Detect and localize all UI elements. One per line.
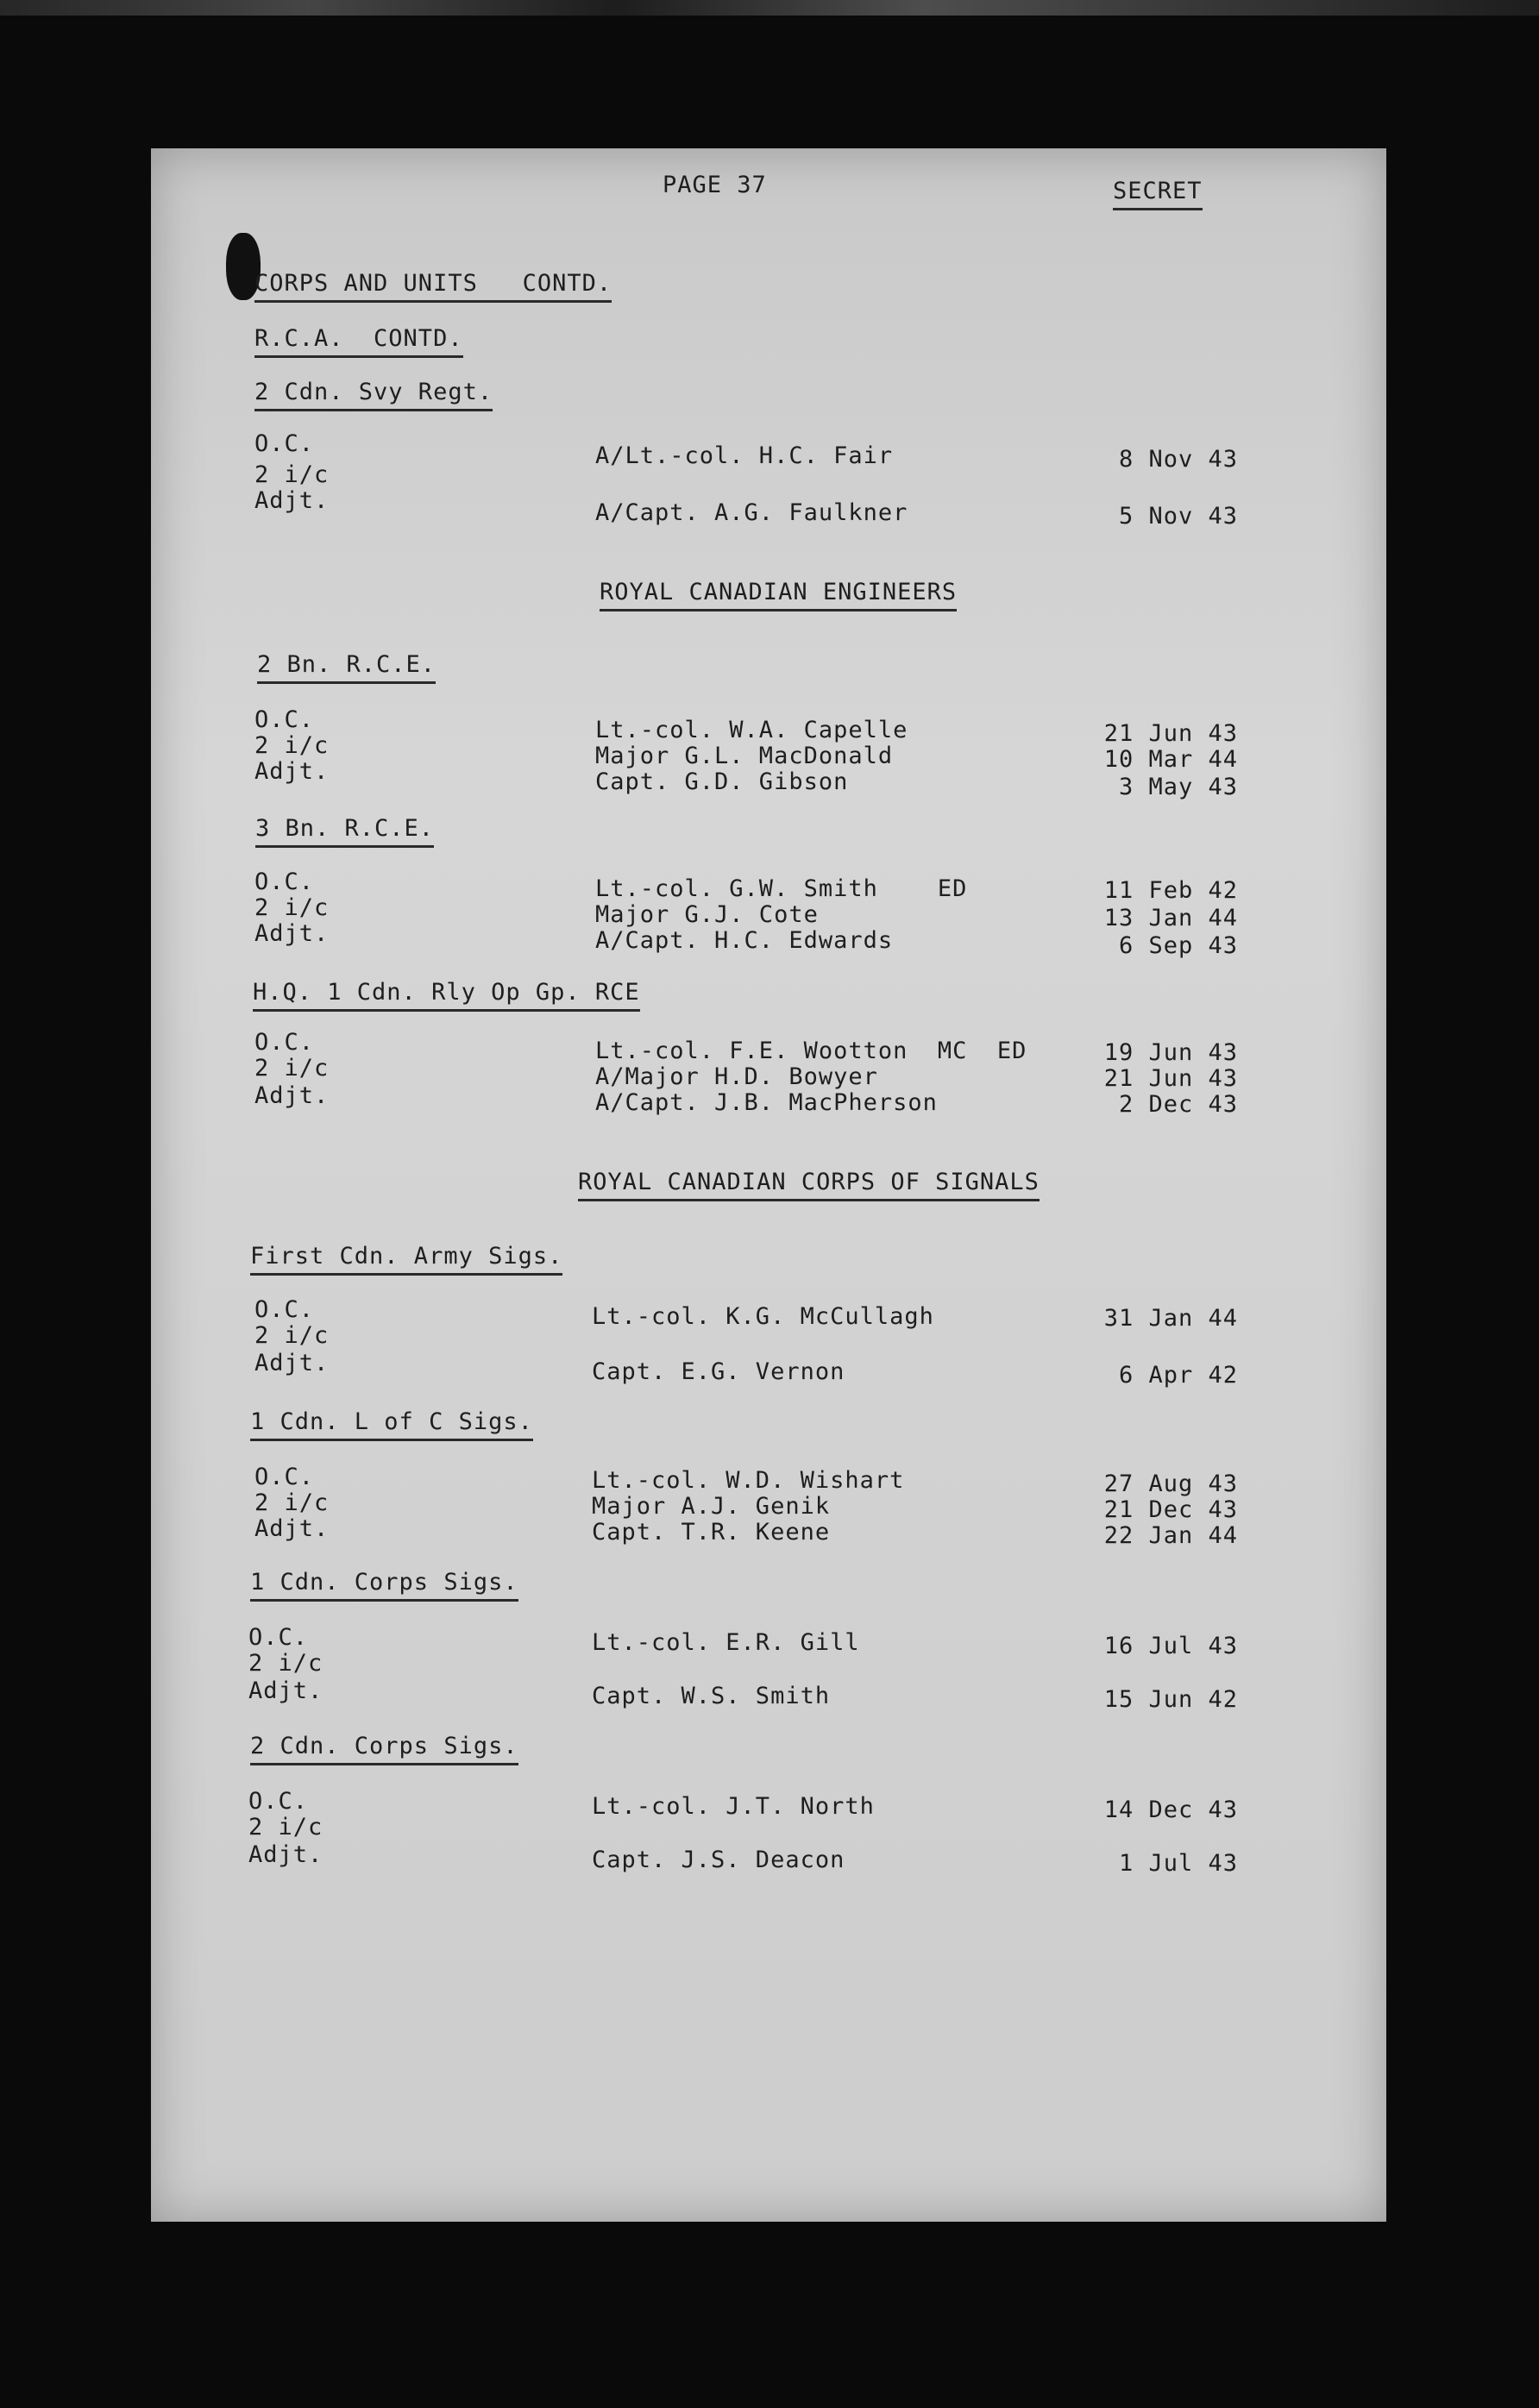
officer-name: Lt.-col. J.T. North [592,1793,875,1820]
role-label: Adjt. [254,487,330,514]
unit-name: 1 Cdn. L of C Sigs. [250,1409,533,1441]
role-label: 2 i/c [254,1322,330,1349]
appointment-date: 11 Feb 42 [1103,877,1238,904]
role-label: O.C. [254,1296,315,1323]
page-number: PAGE 37 [663,172,767,198]
appointment-date: 21 Jun 43 [1103,1065,1238,1092]
role-label: Adjt. [254,1350,330,1376]
officer-name: Major A.J. Genik [592,1493,831,1520]
unit-name: First Cdn. Army Sigs. [250,1244,562,1276]
officer-name: Lt.-col. G.W. Smith ED [595,875,968,902]
appointment-date: 19 Jun 43 [1103,1039,1238,1066]
role-label: Adjt. [248,1677,324,1704]
unit-name: 2 Cdn. Corps Sigs. [250,1734,518,1765]
section-heading-rce: ROYAL CANADIAN ENGINEERS [600,580,957,611]
classification-marking: SECRET [1113,179,1203,210]
officer-name: Capt. T.R. Keene [592,1519,831,1546]
officer-name: A/Major H.D. Bowyer [595,1063,878,1090]
role-label: O.C. [248,1624,309,1651]
unit-name: 2 Cdn. Svy Regt. [254,379,493,411]
officer-name: Lt.-col. E.R. Gill [592,1629,860,1656]
appointment-date: 31 Jan 44 [1103,1305,1238,1332]
officer-name: A/Capt. J.B. MacPherson [595,1089,938,1116]
appointment-date: 21 Dec 43 [1103,1496,1238,1523]
role-label: Adjt. [254,920,330,947]
role-label: 2 i/c [254,461,330,488]
appointment-date: 22 Jan 44 [1103,1522,1238,1549]
officer-name: Capt. E.G. Vernon [592,1358,845,1385]
officer-name: A/Capt. H.C. Edwards [595,927,894,954]
appointment-date: 14 Dec 43 [1103,1797,1238,1823]
section-heading-rca: R.C.A. CONTD. [254,326,463,358]
officer-name: Lt.-col. K.G. McCullagh [592,1303,934,1330]
role-label: O.C. [254,1464,315,1490]
appointment-date: 15 Jun 42 [1103,1686,1238,1713]
unit-name: 2 Bn. R.C.E. [257,652,436,684]
appointment-date: 21 Jun 43 [1103,720,1238,747]
officer-name: Capt. J.S. Deacon [592,1847,845,1873]
role-label: O.C. [254,869,315,895]
officer-name: A/Lt.-col. H.C. Fair [595,442,894,469]
officer-name: Capt. W.S. Smith [592,1683,831,1709]
role-label: Adjt. [248,1841,324,1868]
role-label: O.C. [254,1029,315,1056]
appointment-date: 3 May 43 [1118,774,1238,800]
appointment-date: 8 Nov 43 [1118,446,1238,473]
role-label: Adjt. [254,1515,330,1542]
role-label: 2 i/c [254,732,330,759]
role-label: Adjt. [254,1082,330,1109]
role-label: O.C. [248,1788,309,1815]
role-label: O.C. [254,430,315,457]
appointment-date: 27 Aug 43 [1103,1471,1238,1497]
role-label: 2 i/c [248,1650,324,1677]
officer-name: Capt. G.D. Gibson [595,768,849,795]
unit-name: 3 Bn. R.C.E. [255,816,434,848]
officer-name: A/Capt. A.G. Faulkner [595,499,908,526]
role-label: 2 i/c [254,1055,330,1082]
appointment-date: 13 Jan 44 [1103,905,1238,931]
role-label: O.C. [254,706,315,733]
appointment-date: 6 Apr 42 [1118,1362,1238,1389]
role-label: Adjt. [254,758,330,785]
appointment-date: 1 Jul 43 [1118,1850,1238,1877]
section-heading-rcsigs: ROYAL CANADIAN CORPS OF SIGNALS [578,1170,1040,1201]
appointment-date: 2 Dec 43 [1118,1091,1238,1118]
appointment-date: 16 Jul 43 [1103,1633,1238,1659]
officer-name: Lt.-col. F.E. Wootton MC ED [595,1038,1027,1064]
unit-name: 1 Cdn. Corps Sigs. [250,1570,518,1602]
appointment-date: 5 Nov 43 [1118,503,1238,530]
appointment-date: 10 Mar 44 [1103,746,1238,773]
role-label: 2 i/c [248,1814,324,1840]
role-label: 2 i/c [254,894,330,921]
officer-name: Lt.-col. W.A. Capelle [595,717,908,743]
role-label: 2 i/c [254,1489,330,1516]
officer-name: Lt.-col. W.D. Wishart [592,1467,905,1494]
appointment-date: 6 Sep 43 [1118,932,1238,959]
unit-name: H.Q. 1 Cdn. Rly Op Gp. RCE [253,980,640,1012]
officer-name: Major G.L. MacDonald [595,743,894,769]
corps-heading: CORPS AND UNITS CONTD. [254,271,612,303]
film-edge [0,0,1539,16]
officer-name: Major G.J. Cote [595,901,819,928]
